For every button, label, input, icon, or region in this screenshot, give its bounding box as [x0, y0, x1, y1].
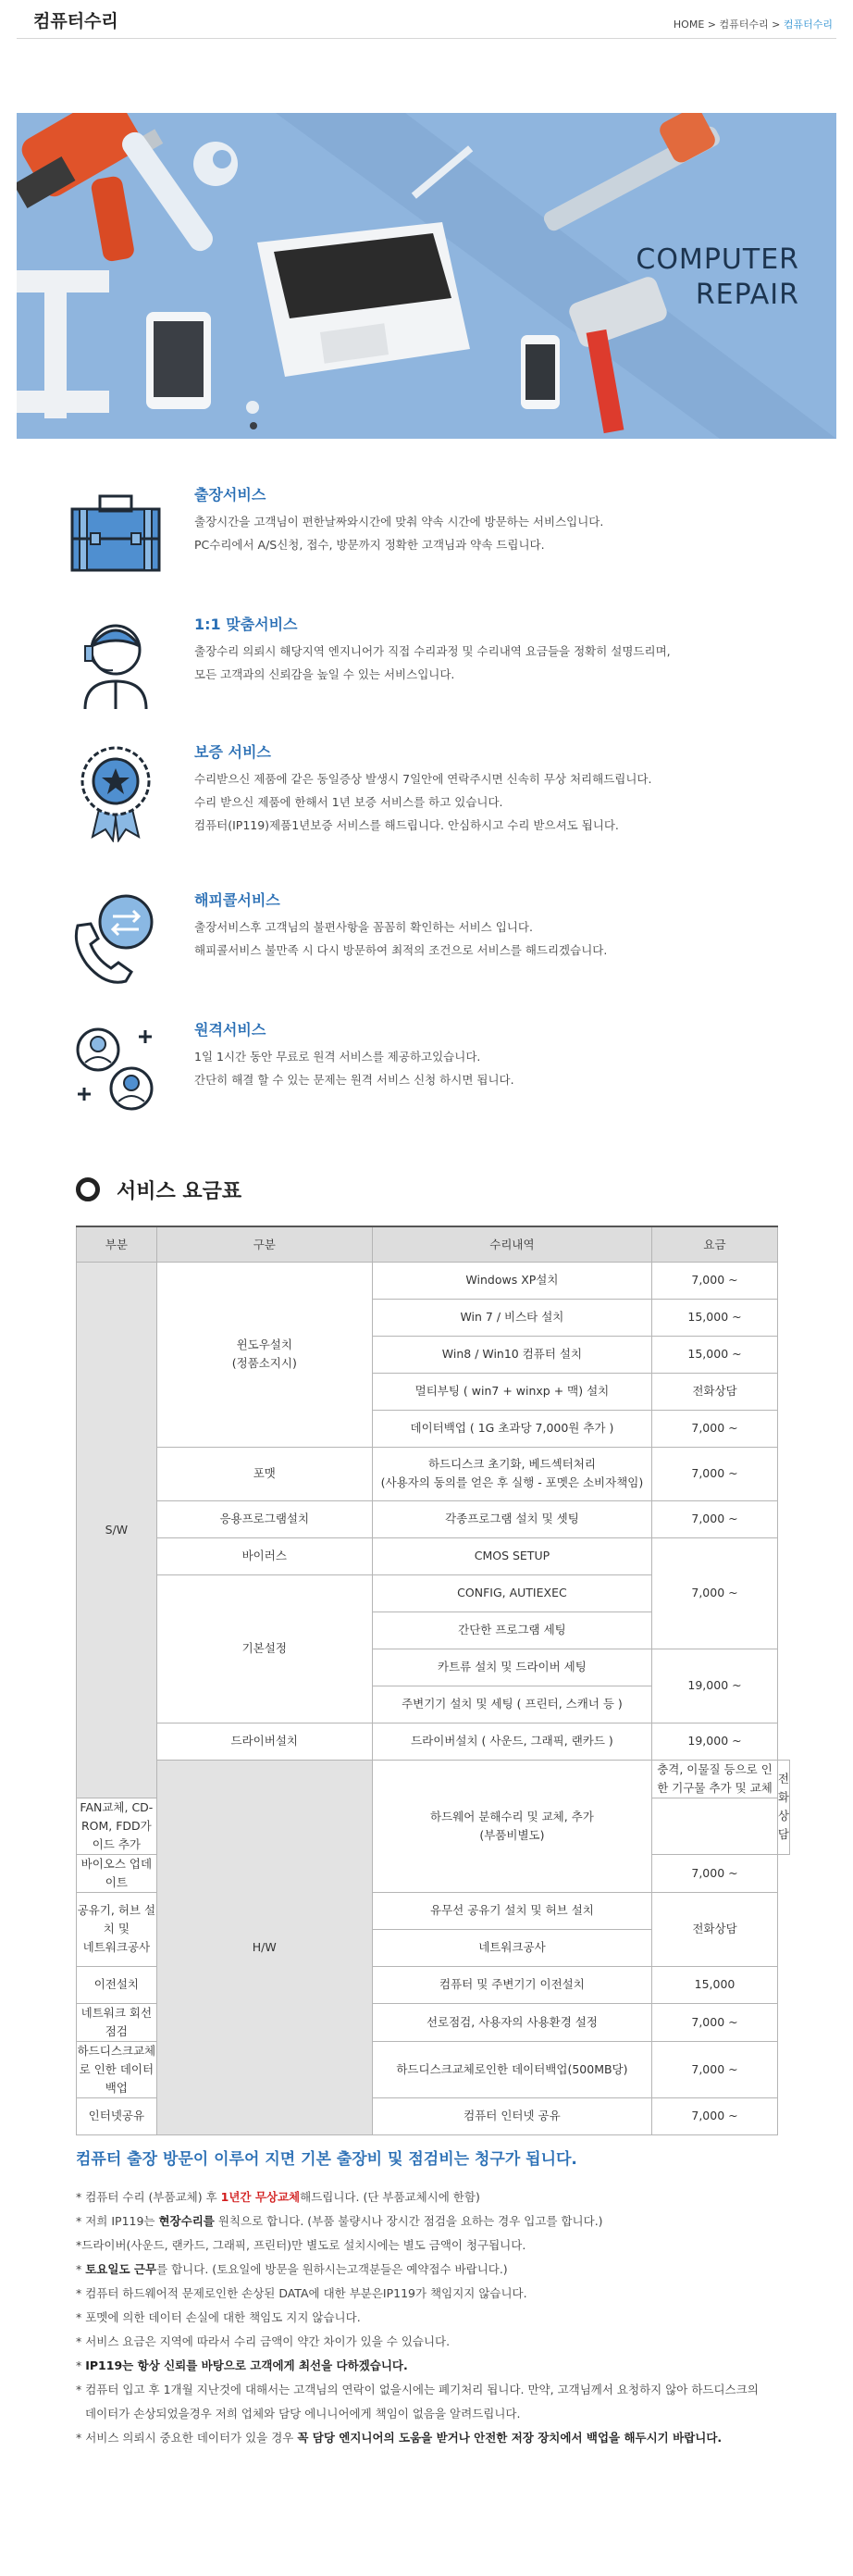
detail-cell: 주변기기 설치 및 세팅 ( 프린터, 스캐너 등 )	[372, 1686, 651, 1723]
detail-cell: Windows XP설치	[372, 1262, 651, 1299]
price-cell: 15,000 ~	[652, 1336, 778, 1373]
technician-headset-icon	[65, 613, 167, 715]
detail-cell: 하드디스크 초기화, 베드섹터처리 (사용자의 동의를 얻은 후 실행 - 포멧은 소비자책임)	[372, 1447, 651, 1500]
detail-cell: Win 7 / 비스타 설치	[372, 1299, 651, 1336]
detail-cell: 카트류 설치 및 드라이버 세팅	[372, 1649, 651, 1686]
price-cell: 7,000 ~	[652, 1262, 778, 1299]
detail-cell: 컴퓨터 인터넷 공유	[372, 2097, 651, 2134]
price-cell: 7,000 ~	[652, 1500, 778, 1537]
price-cell: 7,000 ~	[652, 1854, 778, 1892]
type-cell: 응용프로그램설치	[156, 1500, 372, 1537]
price-cell: 7,000 ~	[652, 2097, 778, 2134]
service-description: 수리받으신 제품에 같은 동일증상 발생시 7일안에 연락주시면 신속히 무상 처리해드립니다.	[194, 772, 652, 786]
detail-cell: 데이터백업 ( 1G 초과당 7,000원 추가 )	[372, 1410, 651, 1447]
price-cell: 7,000 ~	[652, 1447, 778, 1500]
breadcrumb-parent[interactable]: 컴퓨터수리	[719, 19, 769, 31]
service-title: 원격서비스	[194, 1021, 266, 1039]
service-title: 1:1 맞춤서비스	[194, 616, 298, 633]
service-description: 수리 받으신 제품에 한해서 1년 보증 서비스를 하고 있습니다.	[194, 795, 503, 809]
price-cell: 전화상담	[777, 1760, 789, 1854]
category-cell: H/W	[156, 1760, 372, 2134]
service-description: 출장수리 의뢰시 해당지역 엔지니어가 직접 수리과정 및 수리내역 요금들을 정확히 설명드리며,	[194, 644, 671, 658]
type-cell: 이전설치	[77, 1966, 157, 2003]
detail-cell: 선로점검, 사용자의 사용환경 설정	[372, 2003, 651, 2041]
hero-banner	[17, 113, 836, 439]
price-cell: 7,000 ~	[652, 2041, 778, 2097]
service-description: 모든 고객과의 신뢰감을 높일 수 있는 서비스입니다.	[194, 667, 455, 681]
notice-item: * 서비스 의뢰시 중요한 데이터가 있을 경우 꼭 담당 엔지니어의 도움을 받거나 안전한 저장 장치에서 백업을 해두시기 바랍니다.	[76, 2431, 723, 2445]
notice-item: * 토요일도 근무를 합니다. (토요일에 방문을 원하시는고객분들은 예약접수 바랍니다.)	[76, 2262, 508, 2276]
detail-cell: 각종프로그램 설치 및 셋팅	[372, 1500, 651, 1537]
table-header-row	[77, 1226, 790, 1262]
warranty-badge-icon	[65, 740, 167, 842]
type-cell: 포맷	[156, 1447, 372, 1500]
breadcrumb-separator: >	[704, 19, 720, 31]
type-cell: 드라이버설치	[156, 1723, 372, 1760]
detail-cell: 하드디스크교체로인한 데이터백업(500MB당)	[372, 2041, 651, 2097]
type-cell: 하드웨어 분해수리 및 교체, 추가 (부품비별도)	[372, 1760, 651, 1892]
detail-cell: Win8 / Win10 컴퓨터 설치	[372, 1336, 651, 1373]
column-header: 요금	[652, 1226, 778, 1262]
laptop-icon	[257, 222, 470, 377]
table-row	[77, 1760, 790, 1798]
price-cell: 7,000 ~	[652, 1537, 778, 1649]
remote-users-icon	[65, 1018, 167, 1120]
detail-cell: 컴퓨터 및 주변기기 이전설치	[372, 1966, 651, 2003]
hero-title: COMPUTER REPAIR	[636, 243, 799, 311]
service-description: 1일 1시간 동안 무료로 원격 서비스를 제공하고있습니다.	[194, 1050, 481, 1064]
fee-table	[76, 1226, 790, 2135]
price-cell: 19,000 ~	[652, 1723, 778, 1760]
type-cell: 기본설정	[156, 1574, 372, 1723]
table-row	[77, 1447, 790, 1500]
type-cell: 바이러스	[156, 1537, 372, 1574]
breadcrumb-home[interactable]: HOME	[673, 19, 705, 31]
price-cell: 7,000 ~	[652, 1410, 778, 1447]
notice-item: * 컴퓨터 입고 후 1개월 지난것에 대해서는 고객님의 연락이 없을시에는 폐기처리 됩니다. 만약, 고객님께서 요청하지 않아 하드디스크의	[76, 2383, 759, 2396]
service-title: 해피콜서비스	[194, 891, 280, 909]
detail-cell: 네트워크공사	[372, 1929, 651, 1966]
service-custom	[65, 613, 805, 715]
detail-cell: CONFIG, AUTIEXEC	[372, 1574, 651, 1612]
page-header	[17, 0, 836, 39]
briefcase-icon	[65, 483, 167, 585]
price-cell: 15,000 ~	[652, 1299, 778, 1336]
detail-cell: 멀티부팅 ( win7 + winxp + 맥) 설치	[372, 1373, 651, 1410]
service-description: 출장서비스후 고객님의 불편사항을 꼼꼼히 확인하는 서비스 입니다.	[194, 920, 533, 934]
category-cell: S/W	[77, 1262, 157, 1798]
detail-cell: 간단한 프로그램 세팅	[372, 1612, 651, 1649]
breadcrumb-separator: >	[768, 19, 784, 31]
notice-heading: 컴퓨터 출장 방문이 이루어 지면 기본 출장비 및 점검비는 청구가 됩니다.	[76, 2150, 577, 2169]
column-header: 부분	[77, 1226, 157, 1262]
price-cell: 전화상담	[652, 1373, 778, 1410]
price-cell: 전화상담	[652, 1892, 778, 1966]
breadcrumb	[674, 17, 833, 31]
detail-cell: 드라이버설치 ( 사운드, 그래픽, 랜카드 )	[372, 1723, 651, 1760]
notice-item: * 포멧에 의한 데이터 손실에 대한 책임도 지지 않습니다.	[76, 2310, 361, 2324]
service-description: 출장시간을 고객님이 편한날짜와시간에 맞춰 약속 시간에 방문하는 서비스입니다.	[194, 515, 604, 529]
notice-item: * 컴퓨터 수리 (부품교체) 후 1년간 무상교체해드립니다. (단 부품교체시에 한함)	[76, 2190, 480, 2204]
detail-cell: 바이오스 업데이트	[77, 1854, 157, 1892]
detail-cell: 유무선 공유기 설치 및 허브 설치	[372, 1892, 651, 1929]
service-description: 간단히 해결 할 수 있는 문제는 원격 서비스 신청 하시면 됩니다.	[194, 1073, 514, 1087]
notice-block	[76, 2146, 807, 2450]
price-cell: 19,000 ~	[652, 1649, 778, 1723]
service-remote	[65, 1018, 805, 1120]
phone-callback-icon	[65, 889, 167, 990]
detail-cell: 충격, 이물질 등으로 인한 기구물 추가 및 교체	[652, 1760, 778, 1798]
table-row	[77, 1500, 790, 1537]
notice-item: * 컴퓨터 하드웨어적 문제로인한 손상된 DATA에 대한 부분은IP119가 책임지지 않습니다.	[76, 2286, 527, 2300]
detail-cell: CMOS SETUP	[372, 1537, 651, 1574]
fee-section-title: 서비스 요금표	[117, 1180, 242, 1203]
service-warranty	[65, 740, 805, 842]
notice-item: * IP119는 항상 신뢰를 바탕으로 고객에게 최선을 다하겠습니다.	[76, 2358, 408, 2372]
type-cell: 네트워크 회선점검	[77, 2003, 157, 2041]
notice-item: * 저희 IP119는 현장수리를 원칙으로 합니다. (부품 불량시나 장시간 점검을 요하는 경우 입고를 합니다.)	[76, 2214, 603, 2228]
column-header: 구분	[156, 1226, 372, 1262]
service-title: 출장서비스	[194, 486, 266, 504]
service-outcall	[65, 483, 805, 585]
breadcrumb-current: 컴퓨터수리	[783, 19, 833, 31]
service-description: 해피콜서비스 불만족 시 다시 방문하여 최적의 조건으로 서비스를 해드리겠습니다.	[194, 943, 608, 957]
type-cell: 하드디스크교체로 인한 데이터백업	[77, 2041, 157, 2097]
column-header: 수리내역	[372, 1226, 651, 1262]
table-row	[77, 1537, 790, 1574]
table-row	[77, 1262, 790, 1299]
detail-cell: FAN교체, CD-ROM, FDD가이드 추가	[77, 1798, 157, 1854]
service-happycall	[65, 889, 805, 990]
circle-bullet-icon	[76, 1177, 100, 1201]
price-cell: 15,000	[652, 1966, 778, 2003]
type-cell: 공유기, 허브 설치 및 네트워크공사	[77, 1892, 157, 1966]
type-cell: 윈도우설치 (정품소지시)	[156, 1262, 372, 1447]
notice-item: 데이터가 손상되었을경우 저희 업체와 담당 에니니어에게 책임이 없음을 알려드립니다.	[85, 2407, 521, 2420]
type-cell: 인터넷공유	[77, 2097, 157, 2134]
page-title: 컴퓨터수리	[33, 11, 118, 31]
service-description: 컴퓨터(IP119)제품1년보증 서비스를 해드립니다. 안심하시고 수리 받으셔도 됩니다.	[194, 818, 619, 832]
service-title: 보증 서비스	[194, 743, 271, 761]
notice-item: * 서비스 요금은 지역에 따라서 수리 금액이 약간 차이가 있을 수 있습니다.	[76, 2334, 451, 2348]
price-cell: 7,000 ~	[652, 2003, 778, 2041]
service-description: PC수리에서 A/S신청, 접수, 방문까지 정확한 고객님과 약속 드립니다.	[194, 538, 545, 552]
table-row	[77, 1723, 790, 1760]
notice-item: *드라이버(사운드, 랜카드, 그래픽, 프린터)만 별도로 설치시에는 별도 금액이 청구됩니다.	[76, 2238, 526, 2252]
